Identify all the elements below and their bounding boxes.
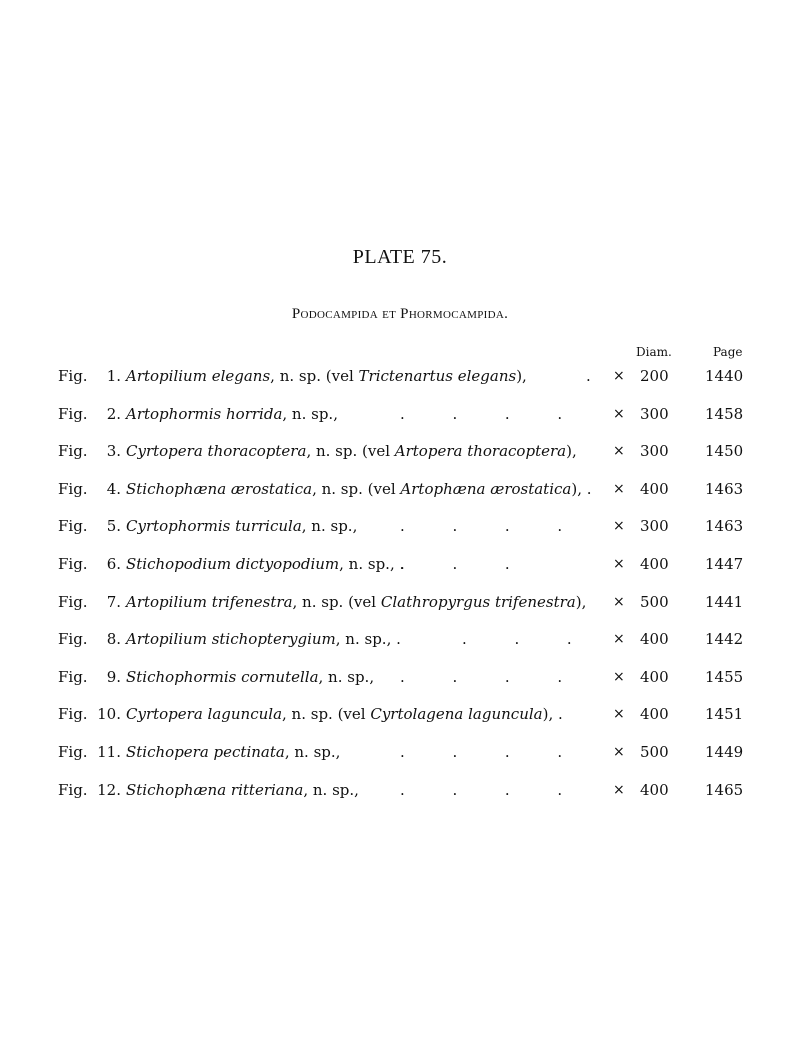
synonym-tail: ), . [542,705,563,724]
magnification-value: 400 [640,555,669,573]
magnification-value: 200 [640,367,669,385]
figure-label: Fig. [58,667,88,686]
figure-label: Fig. [58,404,88,423]
figure-description [126,439,577,463]
species-note: , n. sp., . [339,555,405,573]
species-note: , n. sp. (vel [270,367,359,385]
plate-title: PLATE 75. [352,246,448,268]
figure-number: 4. [106,479,121,498]
species-name: Cyrtopera thoracoptera [126,442,307,461]
species-note: , n. sp., [284,743,341,761]
figure-description [126,702,563,726]
dot-leader: . . . [400,555,510,573]
figure-number: 10. [97,705,121,724]
figure-description [126,402,338,426]
dot-leader: . . . . [400,517,563,536]
figure-row [0,778,800,802]
figure-row [0,702,800,726]
synonym-name: Artopera thoracoptera [394,442,567,461]
species-name: Artophormis horrida [126,404,283,423]
figure-number: 3. [106,442,121,461]
synonym-name: Artophæna ærostatica [400,479,572,498]
dot-leader: . [586,367,591,385]
dot-leader: . . . . [400,667,563,686]
plate-subtitle: Podocampida et Phormocampida. [291,306,509,322]
magnification-value: 400 [640,479,669,498]
species-note: , n. sp. (vel [306,442,395,461]
figure-number: 8. [106,630,121,649]
times-sign: × [613,668,625,685]
figure-label: Fig. [58,517,88,536]
dot-leader: . . . . [400,404,563,423]
species-name: Artopilium stichopterygium [126,630,336,649]
page-number: 1455 [705,667,744,686]
species-note: , n. sp. (vel [312,479,401,498]
page-number: 1463 [705,517,744,536]
times-sign: × [613,593,625,610]
species-note: , n. sp., [301,517,358,536]
species-name: Stichopodium dictyopodium [126,555,340,573]
species-note: , n. sp. (vel [282,705,371,724]
times-sign: × [613,443,625,460]
magnification-value: 300 [640,404,669,423]
species-name: Stichopera pectinata [126,743,285,761]
dot-leader: . . . . [400,743,563,761]
species-name: Stichophormis cornutella [126,667,319,686]
figure-description [126,665,374,689]
page-number: 1440 [705,367,744,385]
magnification-value: 400 [640,780,669,799]
species-name: Stichophæna ritteriana [126,780,304,799]
figure-row [0,665,800,689]
species-name: Artopilium elegans [126,367,271,385]
page-number: 1465 [705,780,744,799]
page-number: 1458 [705,404,744,423]
figure-label: Fig. [58,705,88,724]
species-name: Cyrtophormis turricula [126,517,302,536]
page-number: 1441 [705,592,744,611]
times-sign: × [613,706,625,723]
figure-description [126,740,340,764]
page-number: 1450 [705,442,744,461]
figure-row [0,740,800,764]
column-header-diam: Diam. [636,345,672,359]
times-sign: × [613,631,625,648]
figure-label: Fig. [58,780,88,799]
figure-number: 9. [106,667,121,686]
times-sign: × [613,744,625,760]
page-number: 1442 [705,630,744,649]
times-sign: × [613,781,625,798]
magnification-value: 300 [640,517,669,536]
figure-description [126,477,592,501]
synonym-tail: ), [566,442,577,461]
page-number: 1447 [705,555,744,573]
synonym-name: Cyrtolagena laguncula [370,705,543,724]
synonym-name: Trictenartus elegans [358,367,517,385]
figure-label: Fig. [58,479,88,498]
times-sign: × [613,405,625,422]
page-number: 1451 [705,705,744,724]
figure-description [126,627,401,651]
figure-number: 5. [106,517,121,536]
figure-label: Fig. [58,630,88,649]
figure-label: Fig. [58,555,88,573]
magnification-value: 400 [640,667,669,686]
magnification-value: 400 [640,705,669,724]
figure-number: 6. [106,555,121,573]
figure-description [126,514,357,538]
figure-row [0,552,800,576]
synonym-tail: ), [516,367,527,385]
times-sign: × [613,480,625,497]
figure-label: Fig. [58,743,88,761]
magnification-value: 500 [640,743,669,761]
dot-leader: . . . [462,630,572,649]
synonym-tail: ), [575,592,587,611]
column-header-page: Page [713,345,743,359]
species-note: , n. sp., [282,404,338,423]
figure-number: 7. [106,592,121,611]
times-sign: × [613,556,625,572]
figure-description [126,778,359,802]
synonym-name: Clathropyrgus trifenestra [380,592,576,611]
page-number: 1449 [705,743,744,761]
figure-number: 1. [106,367,121,385]
figure-row [0,514,800,538]
species-name: Cyrtopera laguncula [126,705,283,724]
figure-row [0,627,800,651]
page-number: 1463 [705,479,744,498]
species-note: , n. sp., [303,780,359,799]
figure-row [0,439,800,463]
species-note: , n. sp., [318,667,375,686]
figure-label: Fig. [58,592,88,611]
figure-description [126,590,586,614]
times-sign: × [613,368,625,384]
synonym-tail: ), . [571,479,592,498]
figure-row [0,590,800,614]
species-note: , n. sp. (vel [292,592,381,611]
magnification-value: 400 [640,630,669,649]
times-sign: × [613,518,625,535]
dot-leader: . . . . [400,780,563,799]
species-name: Artopilium trifenestra [126,592,293,611]
figure-number: 2. [106,404,121,423]
figure-row [0,477,800,501]
species-note: , n. sp., . [335,630,401,649]
magnification-value: 500 [640,592,669,611]
figure-row [0,402,800,426]
figure-row [0,364,800,388]
figure-number: 12. [97,780,121,799]
figure-description [126,364,527,388]
figure-label: Fig. [58,442,88,461]
species-name: Stichophæna ærostatica [126,479,313,498]
magnification-value: 300 [640,442,669,461]
figure-number: 11. [97,743,121,761]
figure-description [126,552,404,576]
figure-label: Fig. [58,367,88,385]
